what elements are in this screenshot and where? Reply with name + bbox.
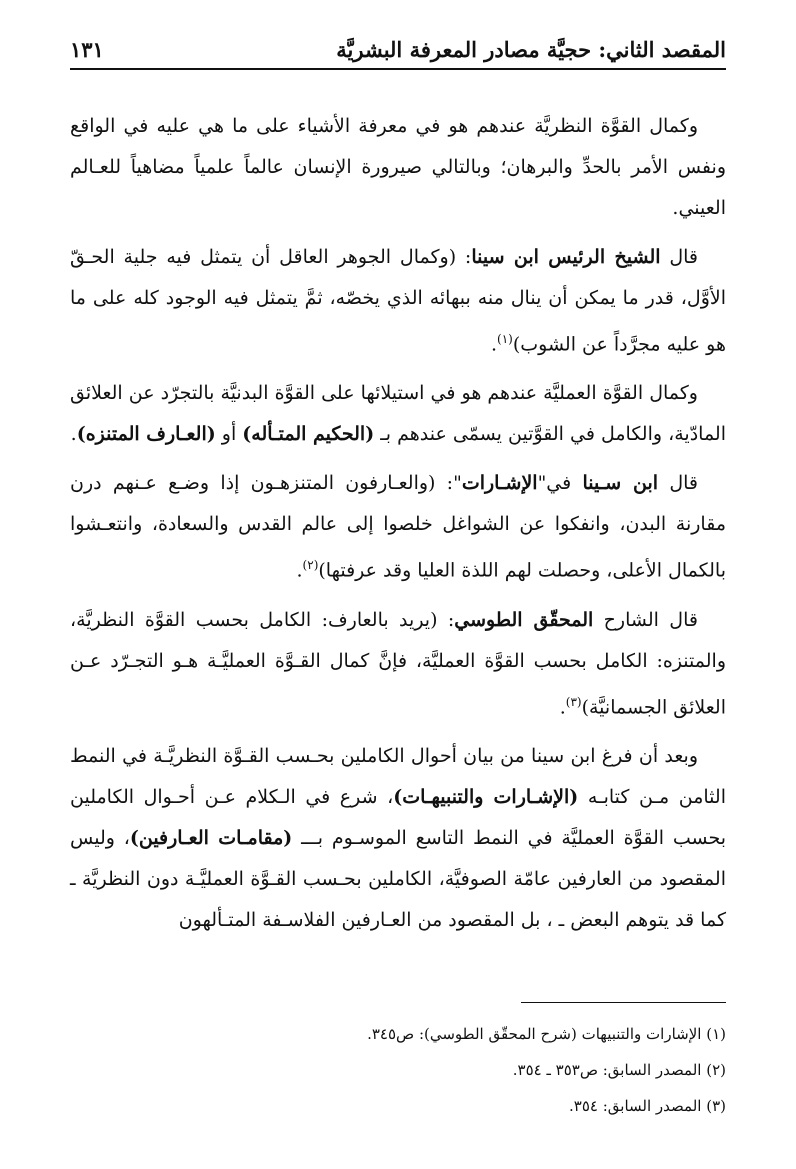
- text-run: ، وليس المقصود من العارفين عامّة الصوفيَّة، الكاملين بحـسب القـوَّة العمليَّـة دون النظريَّة ـ كما قد يتوهم البعض ـ ، بل المقصود من العـارفين الفلاسـفة المتـألهون: [70, 826, 726, 931]
- bold-term: (مقامـات العـارفين): [129, 826, 293, 849]
- text-run: ": (والعـارفون المتنزهـون إذا وضـع عـنهم درن مقارنة البدن، وانفكوا عن الشواغل خلصوا إلى عالم القدس والسعادة، وانتعـشوا بالكمال الأعلى، وحصلت لهم اللذة العليا وقد عرفتها): [70, 472, 726, 582]
- text-run: في": [537, 472, 583, 495]
- text-run: : (وكمال الجوهر العاقل أن يتمثل فيه جلية الحـقّ الأوَّل، قدر ما يمكن أن ينال منه ببهائه الذي يخصّه، ثمَّ يتمثل فيه الوجود كله على ما هو عليه مجرَّداً عن الشوب): [70, 246, 726, 356]
- text-run: قال: [658, 472, 699, 495]
- footnote-marker: (٢): [302, 558, 319, 573]
- text-run: : (يريد بالعارف: الكامل بحسب القوَّة النظريَّة، والمتنزه: الكامل بحسب القوَّة العمليَّة، فإنَّ كمال القـوَّة العمليَّـة هـو التجـرّد عـن العلائق الجسمانيَّة): [70, 608, 726, 718]
- header-title: المقصد الثاني: حجيَّة مصادر المعرفة البشريَّة: [336, 37, 726, 62]
- bold-term: (العـارف المتنزه): [76, 423, 216, 446]
- text-run: .: [490, 333, 498, 356]
- text-run: وبعد أن فرغ ابن سينا من بيان أحوال الكاملين بحـسب القـوَّة النظريَّـة في النمط الثامن مـن كتابـه: [70, 744, 726, 808]
- page-number: ١٣١: [70, 37, 104, 62]
- text-run: .: [70, 423, 77, 446]
- text-run: ، شرع في الـكلام عـن أحـوال الكاملين بحسب القوَّة العمليَّة في النمط التاسع الموسـوم بـــ: [70, 785, 727, 849]
- footnote-divider: [521, 1002, 726, 1003]
- paragraph: [70, 463, 726, 591]
- paragraph: [70, 736, 726, 941]
- bold-term: الشيخ الرئيس ابن سينا: [471, 246, 661, 268]
- paragraph: [70, 237, 726, 365]
- text-run: وكمال القوَّة النظريَّة عندهم هو في معرفة الأشياء على ما هي عليه في الواقع ونفس الأمر بالحدِّ والبرهان؛ وبالتالي صيرورة الإنسان عالماً علمياً مضاهياً للعـالم العيني.: [70, 115, 726, 219]
- bold-term: الإشـارات: [461, 472, 538, 495]
- body-text: [70, 106, 726, 949]
- bold-term: (الحكيم المتـأله): [242, 423, 375, 446]
- text-run: قال الشارح: [593, 608, 698, 631]
- text-run: .: [559, 695, 566, 718]
- bold-term: (الإشـارات والتنبيهـات): [393, 785, 579, 808]
- text-run: .: [296, 559, 303, 582]
- footnotes: [70, 1016, 726, 1124]
- paragraph: [70, 600, 726, 728]
- footnote: (٢) المصدر السابق: ص٣٥٣ ـ ٣٥٤.: [512, 1061, 726, 1079]
- paragraph: [70, 373, 726, 455]
- text-run: أو: [215, 423, 243, 446]
- bold-term: المحقّق الطوسي: [454, 608, 594, 631]
- text-run: قال: [660, 246, 699, 268]
- paragraph: [70, 106, 726, 229]
- footnote-marker: (١): [497, 332, 513, 346]
- footnote-marker: (٣): [565, 694, 582, 709]
- bold-term: ابن سـينا: [582, 472, 659, 495]
- running-header: [70, 26, 726, 70]
- footnote: (٣) المصدر السابق: ٣٥٤.: [569, 1097, 726, 1115]
- text-run: وكمال القوَّة العمليَّة عندهم هو في استيلائها على القوَّة البدنيَّة بالتجرّد عن العلائق المادّية، والكامل في القوَّتين يسمّى عندهم بـ: [70, 382, 726, 446]
- footnote: (١) الإشارات والتنبيهات (شرح المحقّق الطوسي): ص٣٤٥.: [367, 1025, 726, 1043]
